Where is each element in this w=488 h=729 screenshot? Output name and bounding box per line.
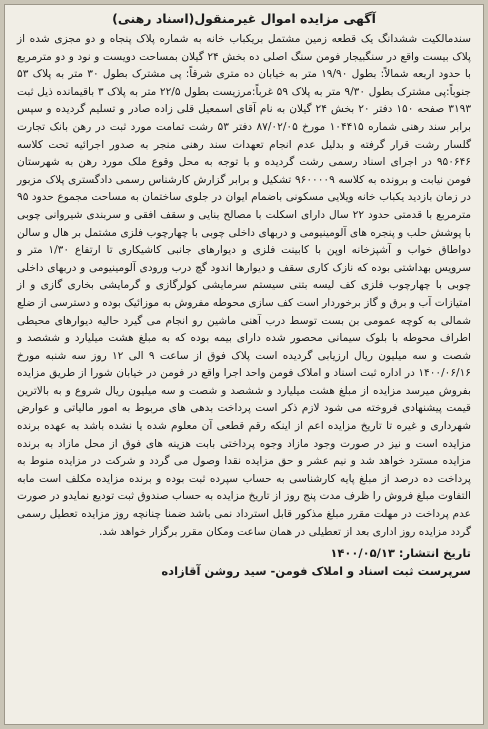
notice-clipping — [4, 4, 484, 725]
notice-title: آگهی مزایده اموال غیرمنقول(اسناد رهنی) — [112, 11, 376, 26]
publish-date: تاریخ انتشار: ۱۴۰۰/۰۵/۱۳ — [330, 546, 471, 561]
signature: سرپرست ثبت اسناد و املاک فومن- سید روشن آقازاده — [161, 564, 471, 579]
notice-body: سندمالکیت ششدانگ یک قطعه زمین مشتمل بریکباب خانه به شماره پلاک پنجاه و دو مجزی شده از پلاک بیست واقع در سنگبیجار فومن سنگ اصلی ده بخش ۲۴ گیلان بمساحت دویست و نود و دو مترمربع با حدود اربعه شمالاً: بطول ۱۹/۹۰ متر به خیابان ده متری شرقاً: پی مشترک بطول ۳۰ متر به پلاک ۵۳ جنوباً:پی مشترک بطول ۹/۳۰ متر به پلاک ۵۹ غرباً:مرزیست بطول ۲۲/۵ متر به پلاک ۳ باقیمانده ذیل ثبت ۳۱۹۳ صفحه ۱۵۰ دفتر ۲۰ بخش ۲۴ گیلان به نام آقای اسمعیل قلی زاده صادر و تسلیم گردیده و سپس برابر سند رهنی شماره ۱۰۴۴۱۵ مورخ ۸۷/۰۲/۰۵ دفتر ۵۳ رشت تمامت مورد ثبت در رهن بانک تجارت گلسار رشت قرار گرفته و بدلیل عدم انجام تعهدات سند رهنی منجر به صدور اجرائیه تحت کلاسه ۹۵۰۶۴۶ در اجرای اسناد رسمی رشت گردیده و با توجه به محل وقوع ملک مورد رهن به شهرستان فومن نیابت و برونده به کلاسه ۹۶۰۰۰۰۹ تشکیل و برابر گزارش کارشناس رسمی دادگستری پلاک مزبور در زمان بازدید یکباب خانه ویلایی مسکونی باضمام ایوان در جلوی ساختمان به مساحت مجموع حدود ۹۵ مترمربع با قدمتی حدود ۲۲ سال دارای اسکلت با مصالح بنایی و سقف افقی و سربندی شیروانی چوبی با پوشش حلب و پنجره های آلومینیومی و دربهای داخلی چوبی با چهارچوب فلزی مشتمل بر هال و سالن دواطاق خواب و آشپزخانه اوپن با کابینت فلزی و دیوارهای جانبی کاشیکاری تا ارتفاع ۱/۳۰ متر و سرویس بهداشتی بوده که نازک کاری سقف و دیوارها اندود گچ درب ورودی آلومینیومی و دربهای داخلی چوبی با چهارچوب فلزی کف لیسه بتنی سیستم سرمایشی کولرگازی و گرمایشی بخاری گازی و از امتیازات آب و برق و گاز برخوردار است کف سازی محوطه مفروش به موزائیک بوده و دسترسی از ضلع شمالی به کوچه عمومی بن بست توسط درب آهنی ماشین رو انجام می گیرد حالیه دیوارهای محیطی اطراف محوطه با بلوک سیمانی محصور شده دارای بیمه بوده که به مبلغ هشت میلیارد و ششصد و شصت و سه میلیون ریال ارزیابی گردیده است پلاک فوق از ساعت ۹ الی ۱۲ روز سه شنبه مورخ ۱۴۰۰/۰۶/۱۶ در اداره ثبت اسناد و املاک فومن واحد اجرا واقع در فومن در خیابان شورا از طریق مزایده بفروش میرسد مزایده از مبلغ هشت میلیارد و ششصد و شصت و سه میلیون ریال شروع و به بالاترین قیمت پیشنهادی فروخته می شود لازم ذکر است پرداخت بدهی های مربوط به امور مالیاتی و عوارض شهرداری و غیره تا تاریخ مزایده اعم از اینکه رقم قطعی آن معلوم شده یا نشده باشد به عهده برنده مزایده است و نیز در صورت وجود مازاد وجوه پرداختی بابت هزینه های فوق از محل مازاد به برنده مزایده مسترد خواهد شد و نیم عشر و حق مزایده نقدا وصول می گردد و شرکت در مزایده منوط به پرداخت ده درصد از مبلغ پایه کارشناسی به حساب سپرده ثبت بوده و برنده مزایده مکلف است مابه التفاوت مبلغ فروش را ظرف مدت پنج روز از تاریخ مزایده به حساب صندوق ثبت تودیع نمایدو در صورت عدم پرداخت در مهلت مقرر مبلغ مذکور قابل استرداد نمی باشد ضمنا چنانچه روز مزایده تعطیل رسمی گردد مزایده روز اداری بعد از تعطیلی در همان ساعت ومکان مقرر برگزار خواهد شد. — [17, 33, 472, 538]
